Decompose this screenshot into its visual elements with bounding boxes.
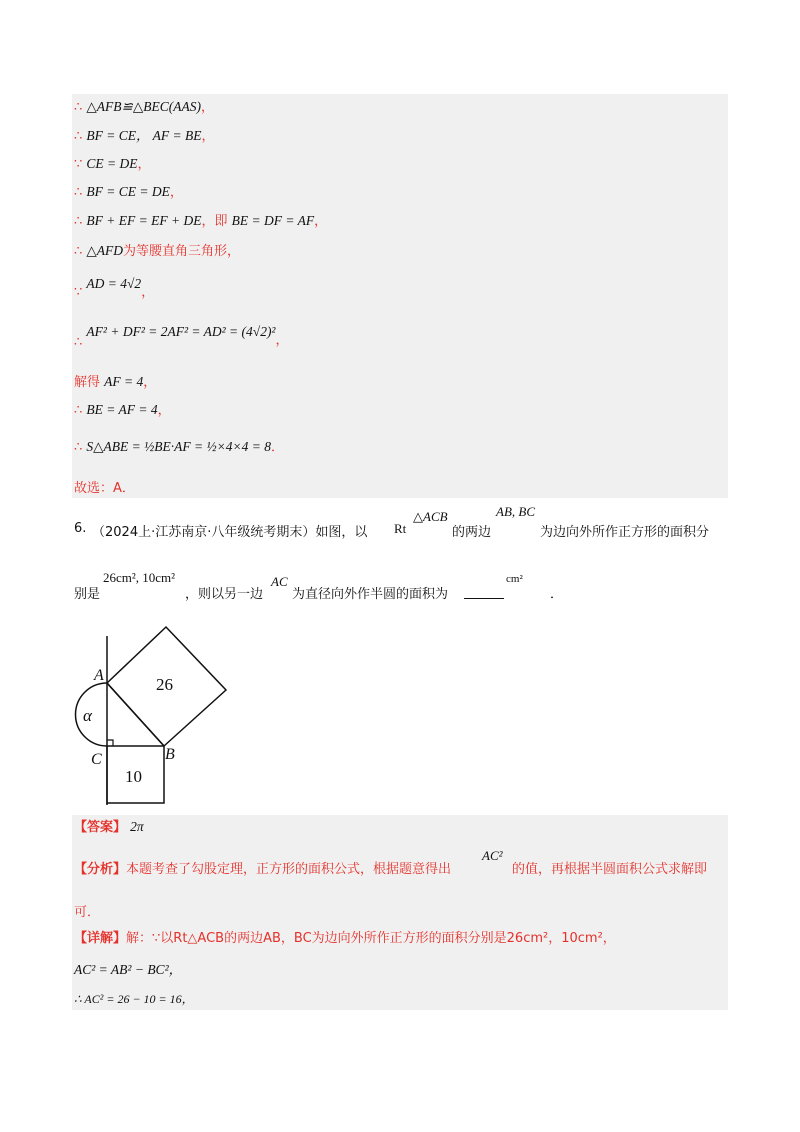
equation: BF = CE = DE (86, 184, 170, 199)
label-c: C (91, 751, 102, 768)
because-symbol: ∵ (74, 285, 83, 300)
therefore-symbol: ∴ (74, 440, 83, 455)
punctuation: ． (270, 440, 284, 455)
triangle-name: △AFD (86, 243, 124, 258)
detail-equation-2: ∴ AC² = 26 − 10 = 16， (74, 992, 194, 1006)
equation: BF + EF = EF + DE (86, 213, 202, 228)
choice-line: 故选：A． (74, 481, 135, 496)
because-symbol: ∵ (74, 157, 83, 172)
big-square-value: 26 (156, 675, 173, 694)
punctuation: ， (137, 157, 151, 172)
analysis-ac2: AC² (482, 848, 503, 863)
question-text-1: 为边向外所作正方形的面积分 (540, 525, 710, 540)
equation: AD = 4√2 (86, 276, 142, 291)
question-source: （2024上·江苏南京·八年级统考期末）如图，以 (92, 525, 368, 540)
punctuation: ， (275, 333, 289, 348)
congruence-statement: △AFB≌△BEC(AAS) (86, 99, 201, 114)
punctuation: ， (201, 129, 215, 144)
equation: CE = DE (86, 156, 138, 171)
therefore-symbol: ∴ (74, 403, 83, 418)
question-number: 6. (74, 521, 87, 536)
equation: BF = CE， AF = BE (86, 128, 202, 143)
text: ，即 (201, 214, 232, 229)
detail-tag: 【详解】 (74, 931, 127, 946)
solution-line-2 (74, 127, 215, 146)
solution-line-5 (74, 212, 327, 231)
side-ac: AC (271, 574, 288, 589)
solution-line-1 (74, 98, 214, 117)
solution-line-4 (74, 183, 183, 202)
detail-line-1 (74, 930, 616, 948)
solution-line-8 (74, 323, 289, 350)
punctuation: ， (200, 100, 214, 115)
solution-line-9 (74, 373, 156, 392)
solution-line-11 (74, 438, 284, 457)
answer-background (72, 815, 728, 1010)
question-text-2-mid: ，则以另一边 (185, 587, 264, 602)
solution-line-3 (74, 155, 151, 174)
answer-tag: 【答案】 (74, 820, 127, 835)
solution-line-10 (74, 401, 171, 420)
analysis-line-1b (512, 861, 707, 879)
answer-line (74, 818, 144, 837)
analysis-tag: 【分析】 (74, 862, 127, 877)
therefore-symbol: ∴ (74, 244, 83, 259)
therefore-symbol: ∴ (74, 335, 83, 350)
semicircle-ac (76, 683, 107, 746)
analysis-text-1: 本题考查了勾股定理，正方形的面积公式，根据题意得出 (126, 862, 452, 877)
label-b: B (165, 746, 175, 763)
therefore-symbol: ∴ (74, 129, 83, 144)
therefore-symbol: ∴ (74, 100, 83, 115)
analysis-text-2: 的值，再根据半圆面积公式求解即 (512, 862, 708, 877)
solution-line-6 (74, 242, 240, 261)
equation: BE = DF = AF (231, 213, 315, 228)
answer-blank (464, 586, 504, 599)
triangle-acb: △ACB (413, 509, 448, 524)
question-end: ． (550, 587, 564, 602)
label-alpha: α (83, 706, 92, 725)
square-areas: 26cm², 10cm² (103, 570, 176, 585)
punctuation: ， (143, 375, 157, 390)
answer-value: 2π (130, 819, 144, 834)
punctuation: ， (169, 185, 183, 200)
detail-equation-1: AC² = AB² − BC²， (74, 962, 183, 977)
equation: AF = 4 (104, 374, 144, 389)
text: 为等腰直角三角形， (123, 244, 241, 259)
punctuation: ， (141, 285, 155, 300)
sides-ab-bc: AB, BC (496, 504, 535, 519)
question-text-2-pre: 别是 (74, 587, 101, 602)
question-text-2-post: 为直径向外作半圆的面积为 (292, 587, 449, 602)
analysis-line-2: 可． (74, 905, 101, 920)
big-square (107, 627, 226, 746)
therefore-symbol: ∴ (74, 214, 83, 229)
small-square (107, 746, 164, 803)
area-equation: S△ABE = ½BE·AF = ½×4×4 = 8 (86, 439, 271, 454)
detail-text: 解：∵以Rt△ACB的两边AB，BC为边向外所作正方形的面积分别是26cm²，10cm²， (126, 931, 616, 946)
solution-line-7 (74, 275, 155, 300)
solve-label: 解得 (74, 375, 101, 390)
punctuation: ， (314, 214, 328, 229)
label-a: A (94, 667, 104, 684)
small-square-value: 10 (125, 767, 142, 786)
therefore-symbol: ∴ (74, 185, 83, 200)
rt-label: Rt (394, 521, 407, 536)
hypotenuse-ab (107, 683, 164, 746)
right-angle-mark (107, 740, 113, 746)
two-sides-label: 的两边 (452, 525, 492, 540)
punctuation: ， (157, 403, 171, 418)
equation: AF² + DF² = 2AF² = AD² = (4√2)² (86, 324, 276, 339)
analysis-line-1 (74, 861, 451, 879)
equation: BE = AF = 4 (86, 402, 158, 417)
unit-cm2: cm² (506, 573, 523, 585)
